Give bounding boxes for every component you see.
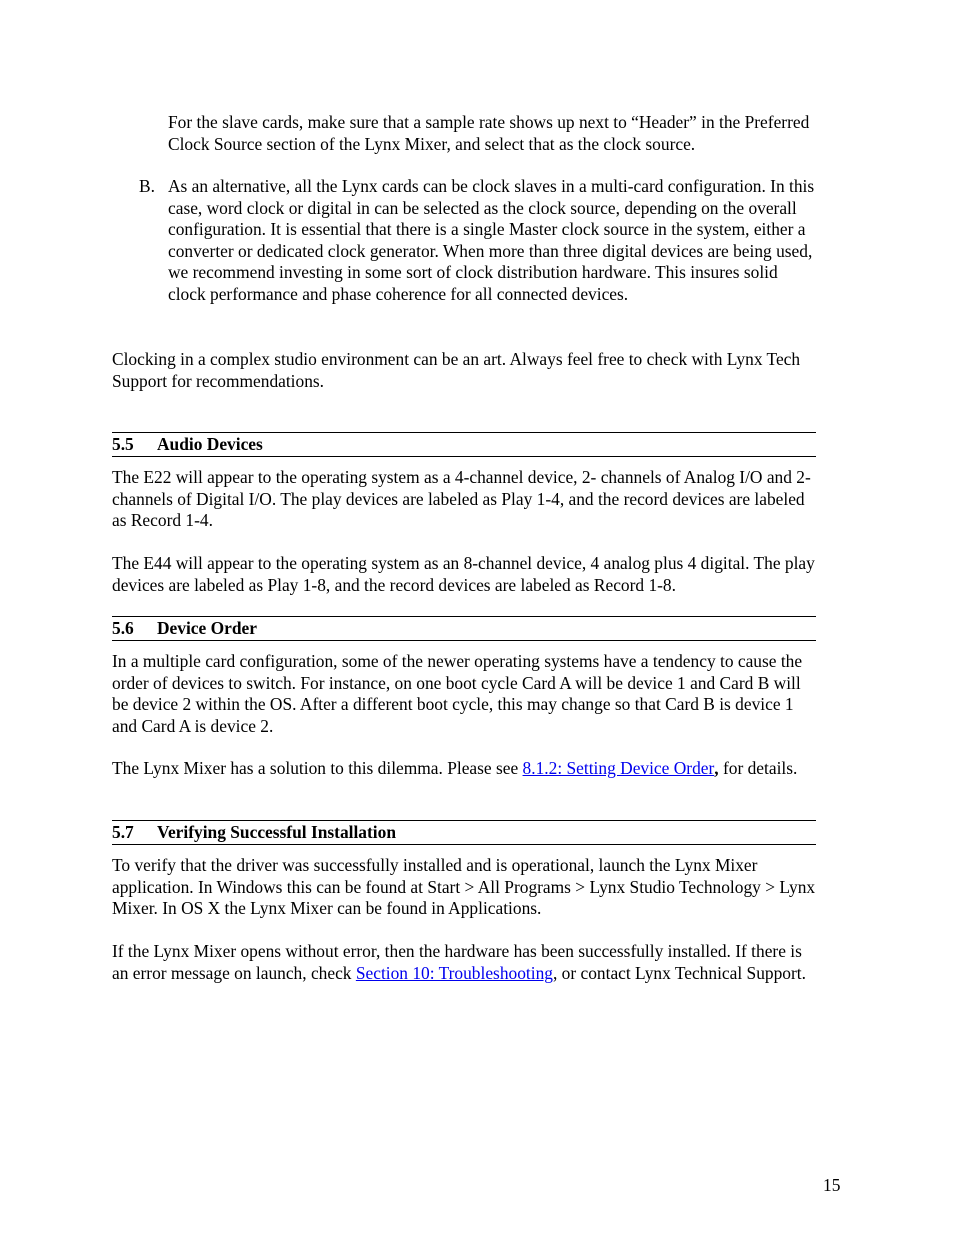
device-order-solution-paragraph xyxy=(112,758,818,780)
verify-driver-paragraph: To verify that the driver was successfully installed and is operational, launch the Lynx Mixer application. In Windows this can be found at Start > All Programs > Lynx Studio Technology > Lynx Mixer. In OS X the Lynx Mixer can be found in Applications. xyxy=(112,855,816,919)
audio-devices-e22-paragraph: The E22 will appear to the operating system as a 4-channel device, 2- channels of Analog I/O and 2-channels of Digital I/O. The play devices are labeled as Play 1-4, and the record devices are labeled as Record 1-4. xyxy=(112,467,811,531)
device-order-paragraph: In a multiple card configuration, some of the newer operating systems have a tendency to cause the order of devices to switch. For instance, on one boot cycle Card A will be device 1 and Card B will be device 2 within the OS. After a different boot cycle, this may change so that Card B is device 1 and Card A is device 2. xyxy=(112,651,803,736)
section-title: Audio Devices xyxy=(157,434,263,454)
setting-device-order-link[interactable]: 8.1.2: Setting Device Order xyxy=(522,758,715,778)
clocking-note: Clocking in a complex studio environment can be an art. Always feel free to check with Lynx Tech Support for recommendations. xyxy=(112,349,801,391)
verify-result-paragraph xyxy=(112,941,818,984)
text-span: , xyxy=(714,758,719,778)
section-heading-device-order xyxy=(112,616,816,641)
section-title: Device Order xyxy=(157,618,257,638)
text-span: , or contact Lynx Technical Support. xyxy=(552,962,806,983)
section-title: Verifying Successful Installation xyxy=(157,822,396,842)
text-span: The Lynx Mixer has a solution to this dilemma. Please see xyxy=(112,758,523,778)
section-heading-audio-devices xyxy=(112,432,816,457)
section-number: 5.7 xyxy=(112,822,134,842)
audio-devices-e44-paragraph: The E44 will appear to the operating system as an 8-channel device, 4 analog plus 4 digital. The play devices are labeled as Play 1-8, and the record devices are labeled as Record 1-8. xyxy=(112,553,815,595)
text-span: for details. xyxy=(718,758,798,778)
section-number: 5.5 xyxy=(112,434,134,454)
list-marker-b: B. xyxy=(139,176,155,196)
page-number: 15 xyxy=(823,1175,841,1196)
text-span: If the Lynx Mixer opens without error, then the hardware has been successfully installed. If there is an error message on launch, check xyxy=(112,941,802,983)
list-item-b: As an alternative, all the Lynx cards can be clock slaves in a multi-card configuration. In this case, word clock or digital in can be selected as the clock source, depending on the overall configuration. It is essential that there is a single Master clock source in the system, either a converter or dedicated clock generator. When more than three digital devices are being used, we recommend investing in some sort of clock distribution hardware. This insures solid clock performance and phase coherence for all connected devices. xyxy=(168,176,815,304)
section-heading-verifying-installation xyxy=(112,820,816,845)
troubleshooting-link[interactable]: Section 10: Troubleshooting xyxy=(355,962,553,983)
section-number: 5.6 xyxy=(112,618,134,638)
slave-cards-note: For the slave cards, make sure that a sample rate shows up next to “Header” in the Preferred Clock Source section of the Lynx Mixer, and select that as the clock source. xyxy=(168,112,810,154)
